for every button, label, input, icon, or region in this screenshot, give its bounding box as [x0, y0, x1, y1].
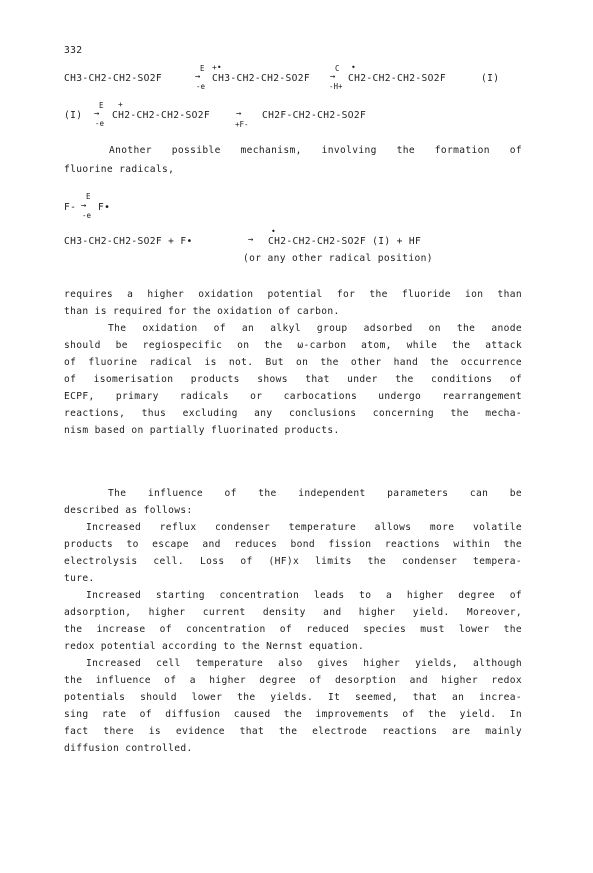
r2-product: CH2F-CH2-CH2-SO2F [262, 110, 367, 121]
text-line: ECPF, primary radicals or carbocations undergo rearrangement [64, 391, 522, 402]
text-line: adsorption, higher current density and higher yield. Moreover, [64, 607, 522, 618]
text-line: potentials should lower the yields. It seemed, that an increa- [64, 692, 522, 703]
r2-arrow-icon: → [94, 109, 100, 119]
r2-reactant: (I) [64, 110, 83, 121]
r2-plus-f: +F- [235, 120, 249, 129]
text-line: ture. [64, 573, 95, 584]
r1-c-label: C [335, 64, 340, 73]
text-line: electrolysis cell. Loss of (HF)x limits the condenser tempera- [64, 556, 522, 567]
text-line: Increased reflux condenser temperature allows more volatile [86, 522, 522, 533]
r3-reactant: F- [64, 202, 77, 213]
r1-radical-cation-mark: +• [212, 63, 222, 72]
r3-e-label: E [86, 192, 91, 201]
r4-reactants: CH3-CH2-CH2-SO2F + F• [64, 236, 193, 247]
text-line: diffusion controlled. [64, 743, 193, 754]
r1-radical: CH2-CH2-CH2-SO2F [348, 73, 447, 84]
text-line: The oxidation of an alkyl group adsorbed on the anode [108, 323, 522, 334]
text-line: redox potential according to the Nernst equation. [64, 641, 365, 652]
text-line: sing rate of diffusion caused the improvements of the yield. In [64, 709, 522, 720]
text-line: products to escape and reduces bond fission reactions within the [64, 539, 522, 550]
text-line: reactions, thus excluding any conclusions concerning the mecha- [64, 408, 522, 419]
r1-radical-dot: • [351, 63, 356, 72]
r3-minus-e: -e [82, 211, 92, 220]
r2-arrow2-icon: → [236, 109, 242, 119]
text-line: nism based on partially fluorinated products. [64, 425, 340, 436]
r3-arrow-icon: → [81, 201, 87, 211]
r1-reactant: CH3-CH2-CH2-SO2F [64, 73, 163, 84]
r2-minus-e: -e [95, 119, 105, 128]
text-line: fact there is evidence that the electrode reactions are mainly [64, 726, 522, 737]
para-another-line-1: Another possible mechanism, involving the formation of [109, 145, 522, 156]
text-line: of fluorine radical is not. But on the other hand the occurrence [64, 357, 522, 368]
text-line: of isomerisation products shows that under the conditions of [64, 374, 522, 385]
text-line: requires a higher oxidation potential for the fluoride ion than [64, 289, 522, 300]
r1-minus-h: -H+ [329, 82, 343, 91]
r4-radical-dot: • [271, 227, 276, 236]
text-line: Increased starting concentration leads to a higher degree of [86, 590, 522, 601]
r2-cation: CH2-CH2-CH2-SO2F [112, 110, 211, 121]
r1-e-label: E [200, 64, 205, 73]
page-number: 332 [64, 45, 83, 56]
text-line: should be regiospecific on the ω-carbon atom, while the attack [64, 340, 522, 351]
text-line: than is required for the oxidation of carbon. [64, 306, 340, 317]
r4-arrow-icon: → [248, 235, 254, 245]
r1-arrow-icon: → [195, 72, 201, 82]
text-line: the influence of a higher degree of desorption and higher redox [64, 675, 522, 686]
r3-product: F• [98, 202, 111, 213]
r1-arrow2-icon: → [330, 72, 336, 82]
text-line: described as follows: [64, 505, 193, 516]
r1-marker: (I) [481, 73, 500, 84]
text-line: The influence of the independent parameters can be [108, 488, 522, 499]
para-another-line-2: fluorine radicals, [64, 164, 175, 175]
r1-minus-e: -e [196, 82, 206, 91]
r4-product: CH2-CH2-CH2-SO2F (I) + HF [268, 236, 422, 247]
r1-cation: CH3-CH2-CH2-SO2F [212, 73, 311, 84]
r4-note: (or any other radical position) [243, 253, 433, 264]
r2-e-label: E [99, 101, 104, 110]
r2-cation-mark: + [118, 100, 123, 109]
text-line: Increased cell temperature also gives higher yields, although [86, 658, 522, 669]
text-line: the increase of concentration of reduced species must lower the [64, 624, 522, 635]
